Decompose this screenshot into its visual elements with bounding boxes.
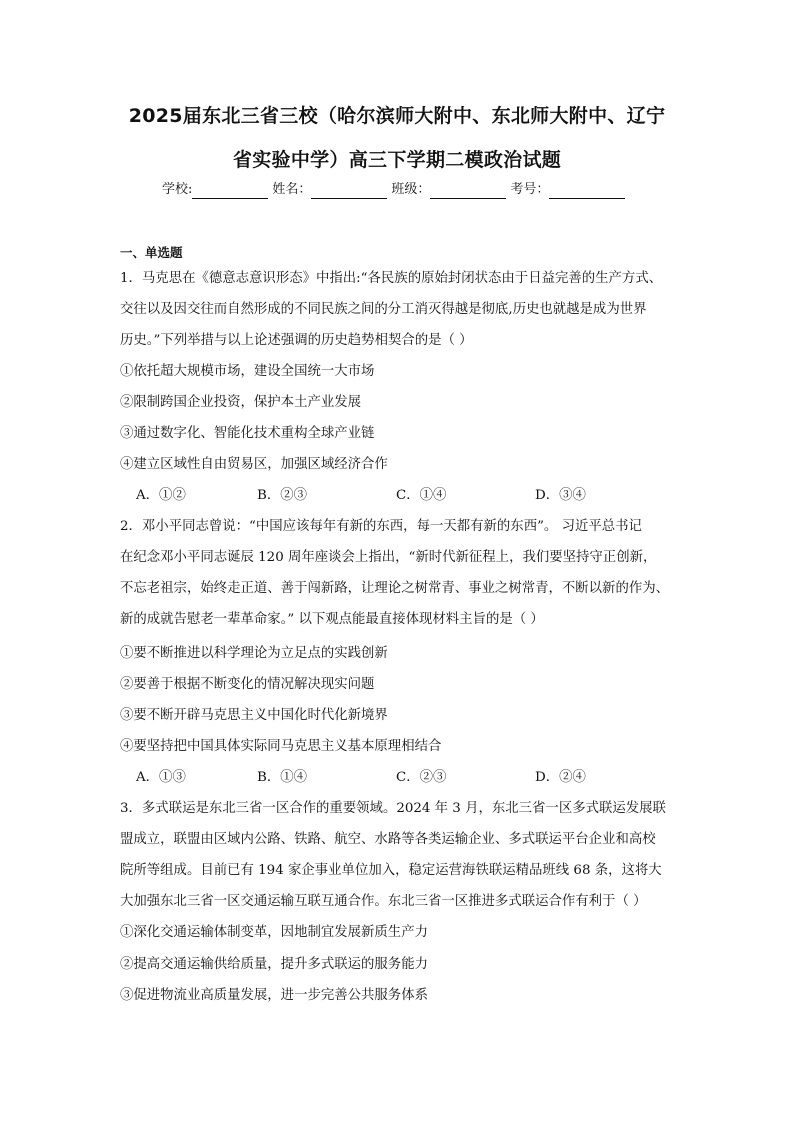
q1-choice-c[interactable]: C．①④ xyxy=(396,488,447,503)
section-heading: 一、单选题 xyxy=(120,245,183,260)
q3-stem-line-4: 大加强东北三省一区交通运输互联互通合作。东北三省一区推进多式联运合作有利于（ ） xyxy=(120,894,647,909)
q1-choice-d[interactable]: D．③④ xyxy=(535,488,586,503)
q3-option-2: ②提高交通运输供给质量，提升多式联运的服务能力 xyxy=(120,957,428,972)
q2-stem-line-2: 在纪念邓小平同志诞辰 120 周年座谈会上指出，“新时代新征程上，我们要坚持守正创新， xyxy=(120,550,657,565)
name-label: 姓名： xyxy=(272,182,312,197)
q1-option-3: ③通过数字化、智能化技术重构全球产业链 xyxy=(120,426,375,441)
q2-stem-line-1: 2．邓小平同志曾说：“中国应该每年有新的东西，每一天都有新的东西”。 习近平总书记 xyxy=(120,519,642,534)
class-blank[interactable] xyxy=(430,184,506,199)
q2-choice-d[interactable]: D．②④ xyxy=(535,770,586,785)
q2-option-1: ①要不断推进以科学理论为立足点的实践创新 xyxy=(120,646,388,661)
name-blank[interactable] xyxy=(311,184,387,199)
id-label: 考号： xyxy=(510,182,550,197)
q2-choice-a[interactable]: A．①③ xyxy=(136,770,186,785)
class-label: 班级： xyxy=(391,182,431,197)
q3-stem-line-3: 院所等组成。目前已有 194 家企事业单位加入，稳定运营海铁联运精品班线 68 条，这将大 xyxy=(120,863,662,878)
exam-title-line-2: 省实验中学）高三下学期二模政治试题 xyxy=(232,149,562,171)
q3-option-3: ③促进物流业高质量发展，进一步完善公共服务体系 xyxy=(120,988,428,1003)
q1-option-4: ④建立区域性自由贸易区，加强区域经济合作 xyxy=(120,457,388,472)
exam-title-line-1: 2025届东北三省三校（哈尔滨师大附中、东北师大附中、辽宁 xyxy=(128,105,666,127)
q1-choice-a[interactable]: A．①② xyxy=(136,488,186,503)
school-label: 学校: xyxy=(162,182,193,197)
student-info-row xyxy=(162,181,629,199)
q2-option-2: ②要善于根据不断变化的情况解决现实问题 xyxy=(120,677,375,692)
q1-option-2: ②限制跨国企业投资，保护本土产业发展 xyxy=(120,395,362,410)
q2-choice-b[interactable]: B．①④ xyxy=(257,770,308,785)
q2-option-3: ③要不断开辟马克思主义中国化时代化新境界 xyxy=(120,708,388,723)
q3-stem-line-1: 3．多式联运是东北三省一区合作的重要领域。2024 年 3 月，东北三省一区多式联运发展联 xyxy=(120,801,666,816)
q2-stem-line-4: 新的成就告慰老一辈革命家。” 以下观点能最直接体现材料主旨的是（ ） xyxy=(120,612,544,627)
id-blank[interactable] xyxy=(549,184,625,199)
q3-option-1: ①深化交通运输体制变革，因地制宜发展新质生产力 xyxy=(120,925,428,940)
q1-stem-line-3: 历史。”下列举措与以上论述强调的历史趋势相契合的是（ ） xyxy=(120,333,473,348)
q2-choice-c[interactable]: C．②③ xyxy=(396,770,447,785)
q2-stem-line-3: 不忘老祖宗，始终走正道、善于闯新路，让理论之树常青、事业之树常青，不断以新的作为、 xyxy=(120,581,670,596)
q3-stem-line-2: 盟成立，联盟由区域内公路、铁路、航空、水路等各类运输企业、多式联运平台企业和高校 xyxy=(120,832,656,847)
q1-stem-line-2: 交往以及因交往而自然形成的不同民族之间的分工消灭得越是彻底,历史也就越是成为世界 xyxy=(120,302,647,317)
q1-choice-b[interactable]: B．②③ xyxy=(257,488,308,503)
q1-stem-line-1: 1．马克思在《德意志意识形态》中指出:“各民族的原始封闭状态由于日益完善的生产方式、 xyxy=(120,271,663,286)
q2-option-4: ④要坚持把中国具体实际同马克思主义基本原理相结合 xyxy=(120,739,442,754)
q1-option-1: ①依托超大规模市场，建设全国统一大市场 xyxy=(120,364,375,379)
school-blank[interactable] xyxy=(192,184,268,199)
